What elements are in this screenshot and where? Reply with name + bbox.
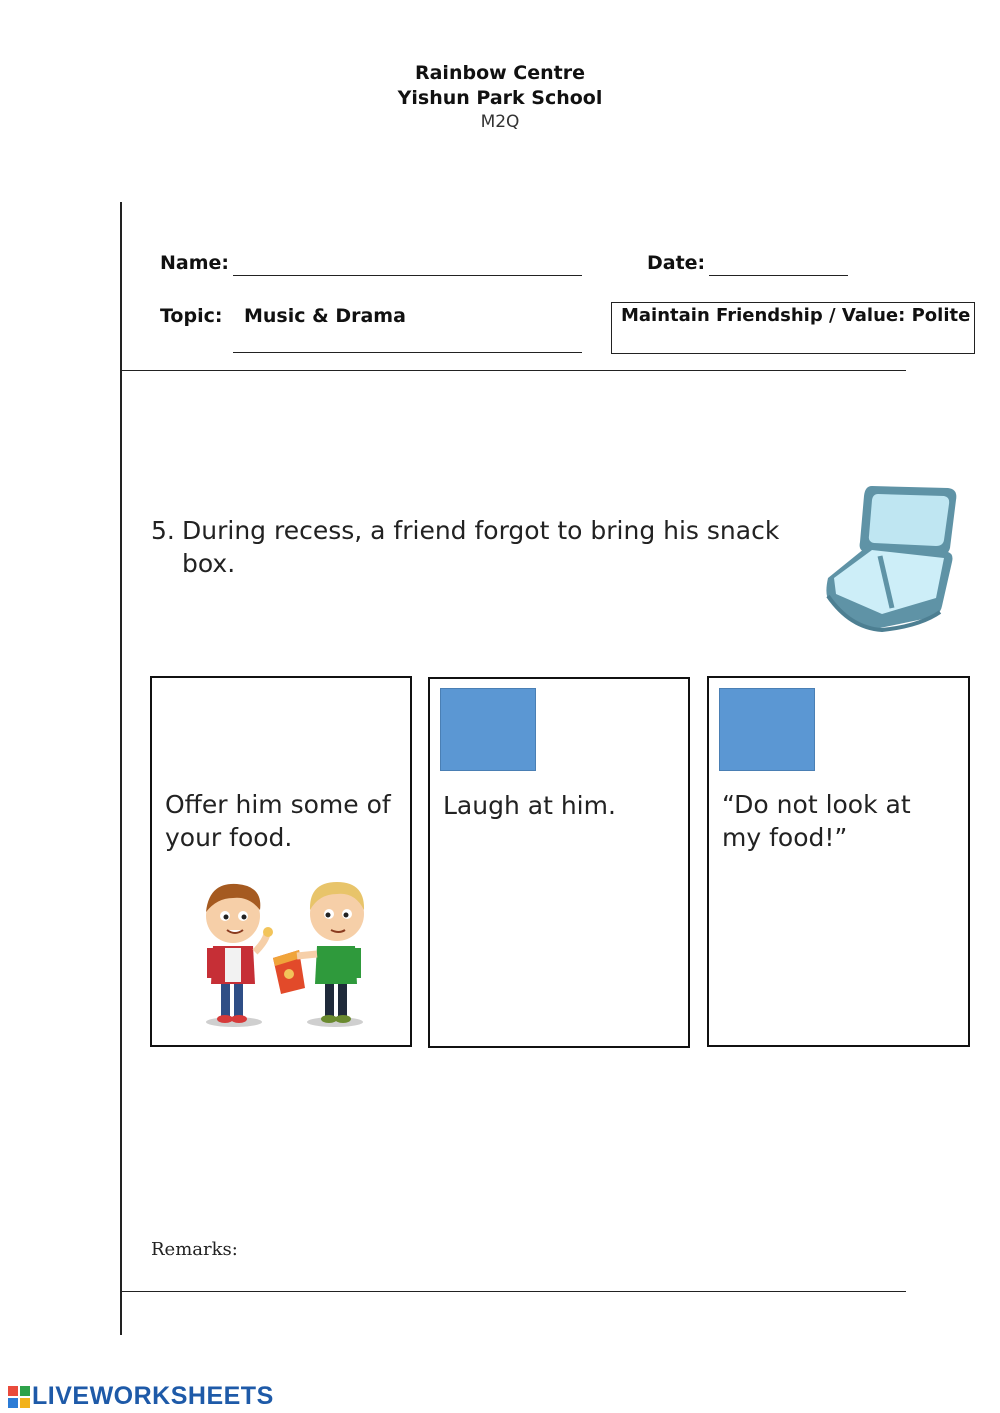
kids-sharing-food-icon [197,876,377,1028]
option-text-line-1: Laugh at him. [443,791,616,820]
question-line-2: box. [182,549,236,578]
option-text-line-2: my food!” [722,823,848,852]
topic-label: Topic: [160,305,223,327]
option-text [443,789,678,822]
option-text-line-1: Offer him some of [165,790,391,819]
date-field[interactable] [709,275,848,276]
question-text [182,514,812,580]
option-text-line-1: “Do not look at [722,790,911,819]
liveworksheets-logo [8,1382,274,1411]
remarks-label: Remarks: [151,1239,238,1260]
organization-title: Rainbow Centre [414,62,585,84]
question-line-1: During recess, a friend forgot to bring his snack [182,516,780,545]
topic-underline [233,352,582,353]
name-label: Name: [160,252,230,274]
value-box-text: Maintain Friendship / Value: Polite [621,305,971,326]
class-code: M2Q [480,112,520,132]
option-card-offer-food[interactable] [150,676,412,1047]
option-text-line-2: your food. [165,823,293,852]
name-field[interactable] [233,275,582,276]
option-text [165,788,400,854]
snack-box-icon [820,478,962,638]
liveworksheets-brand-text: LIVEWORKSHEETS [32,1382,274,1410]
option-text [722,788,958,854]
header-divider [120,370,906,371]
option-card-do-not-look[interactable] [707,676,970,1047]
option-card-laugh[interactable] [428,677,690,1048]
left-margin-line [120,202,122,1335]
answer-checkbox[interactable] [719,688,815,771]
question-number: 5. [151,516,175,545]
school-title: Yishun Park School [397,87,603,109]
liveworksheets-grid-icon [8,1386,30,1408]
topic-value: Music & Drama [244,305,406,327]
footer-divider [120,1291,906,1292]
date-label: Date: [647,252,706,274]
value-box [611,302,975,354]
answer-checkbox[interactable] [440,688,536,771]
